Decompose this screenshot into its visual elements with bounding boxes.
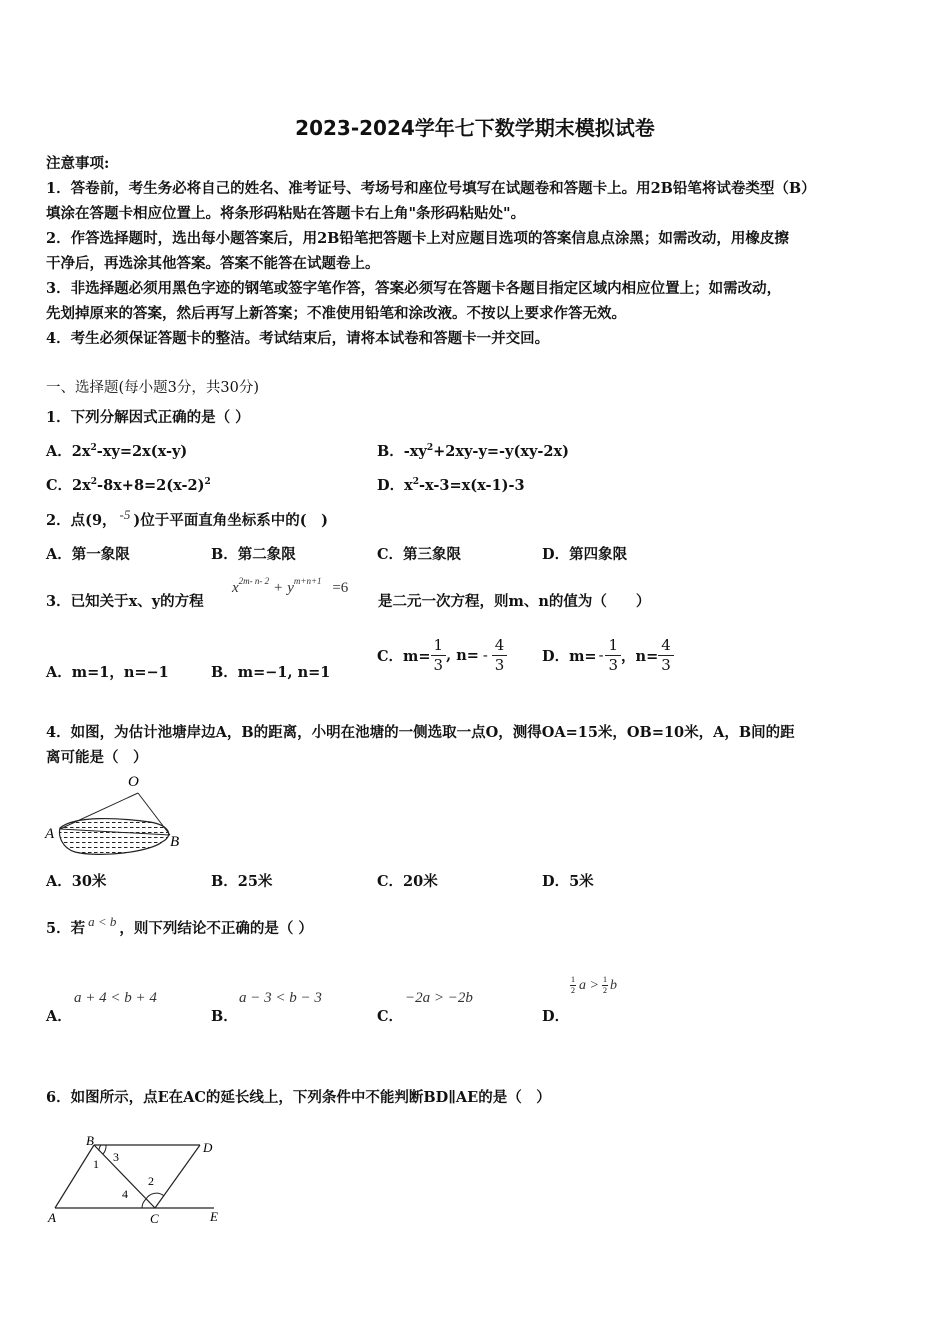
q1-option-a: A．$2x^2-xy=2x(x-y)$ [46,443,188,460]
q3-equation: $x^{2m- n- 2} + y^{m+n+1} =6$ [232,576,349,596]
q4-option-c: C．20米 [377,873,438,890]
q2-option-b: B．第二象限 [211,546,296,563]
notice-heading: 注意事项: [46,155,110,172]
point-coordinate: -5 [119,507,131,522]
q5-option-d-label: D． [542,1008,570,1025]
label-d: D [203,1140,213,1155]
q4-option-b: B．25米 [211,873,273,890]
q4-option-d: D．5米 [542,873,594,890]
notice-line: 填涂在答题卡相应位置上。将条形码粘贴在答题卡右上角"条形码粘贴处"。 [46,205,526,222]
question-5-stem: 5．若 a < b ，则下列结论不正确的是（ ） [46,914,313,937]
q3-option-c: C．m= $\frac{1}{3}$ , n= - $\frac{4}{3}$ [377,636,507,675]
label-a: A [48,1210,56,1225]
q2-option-a: A．第一象限 [46,546,130,563]
q5-option-c: −2a > −2b [405,990,473,1006]
notice-line: 先划掉原来的答案，然后再写上新答案；不准使用铅笔和涂改液。不按以上要求作答无效。 [46,305,626,322]
notice-line: 2．作答选择题时，选出每小题答案后，用2B铅笔把答题卡上对应题目选项的答案信息点涂黑；如需改动，用橡皮擦 [46,230,789,247]
condition: a < b [88,914,117,929]
question-4-stem-cont: 离可能是（ ） [46,749,148,766]
q5-option-b: a − 3 < b − 3 [239,990,322,1006]
notice-line: 干净后，再选涂其他答案。答案不能答在试题卷上。 [46,255,380,272]
q5-option-c-label: C． [377,1008,404,1025]
q5-option-a: a + 4 < b + 4 [74,990,157,1006]
angle-1-label: 1 [93,1157,99,1171]
angle-3-label: 3 [113,1150,119,1164]
q1-option-c: C．$2x^2-8x+8=2(x-2)^2$ [46,477,211,494]
q3-option-a: A．m=1，n=−1 [46,664,169,681]
label-b: B [86,1133,94,1148]
notice-line: 1．答卷前，考生务必将自己的姓名、准考证号、考场号和座位号填写在试题卷和答题卡上。用2B铅笔将试卷类型（B） [46,180,816,197]
label-b: B [170,834,180,850]
section-heading: 一、选择题(每小题3分，共30分) [46,380,259,396]
notice-line: 4．考生必须保证答题卡的整洁。考试结束后，请将本试卷和答题卡一并交回。 [46,330,550,347]
q3-option-d: D．m= - $\frac{1}{3}$ ，n= $\frac{4}{3}$ [542,636,674,675]
angle-4-label: 4 [122,1187,128,1201]
q1-option-b: B．$-xy^2+2xy-y=-y(xy-2x)$ [377,443,570,460]
question-6-stem: 6．如图所示，点E在AC的延长线上，下列条件中不能判断BD∥AE的是（ ） [46,1089,551,1106]
page-title: 2023-2024学年七下数学期末模拟试卷 [295,116,655,140]
question-2-stem: 2．点(9， -5 )位于平面直角坐标系中的( ) [46,507,328,529]
angle-2-label: 2 [148,1174,154,1188]
question-4-stem: 4．如图，为估计池塘岸边A，B的距离，小明在池塘的一侧选取一点O，测得OA=15米，OB=10米，A，B间的距 [46,724,795,741]
q4-option-a: A．30米 [46,873,107,890]
q5-option-a-label: A． [46,1008,72,1025]
label-e: E [210,1209,218,1224]
q2-option-c: C．第三象限 [377,546,462,563]
label-o: O [128,774,139,790]
label-c: C [150,1211,159,1226]
notice-line: 3．非选择题必须用黑色字迹的钢笔或签字笔作答，答案必须写在答题卡各题目指定区域内相应位置上；如需改动， [46,280,782,297]
q5-option-d: $\frac{1}{2}$ a > $\frac{1}{2}$ b [571,975,617,995]
label-a: A [45,826,55,842]
question-3-stem-a: 3．已知关于x、y的方程 [46,593,204,610]
parallel-lines-figure [42,1130,232,1230]
q3-option-b: B．m=−1, n=1 [211,664,331,681]
question-1-stem: 1．下列分解因式正确的是（ ） [46,409,250,426]
question-3-stem-b: 是二元一次方程，则m、n的值为（ ） [378,593,651,610]
pond-figure [40,770,190,860]
q5-option-b-label: B． [211,1008,238,1025]
q2-option-d: D．第四象限 [542,546,628,563]
q1-option-d: D．$x^2-x-3=x(x-1)-3$ [377,477,525,494]
